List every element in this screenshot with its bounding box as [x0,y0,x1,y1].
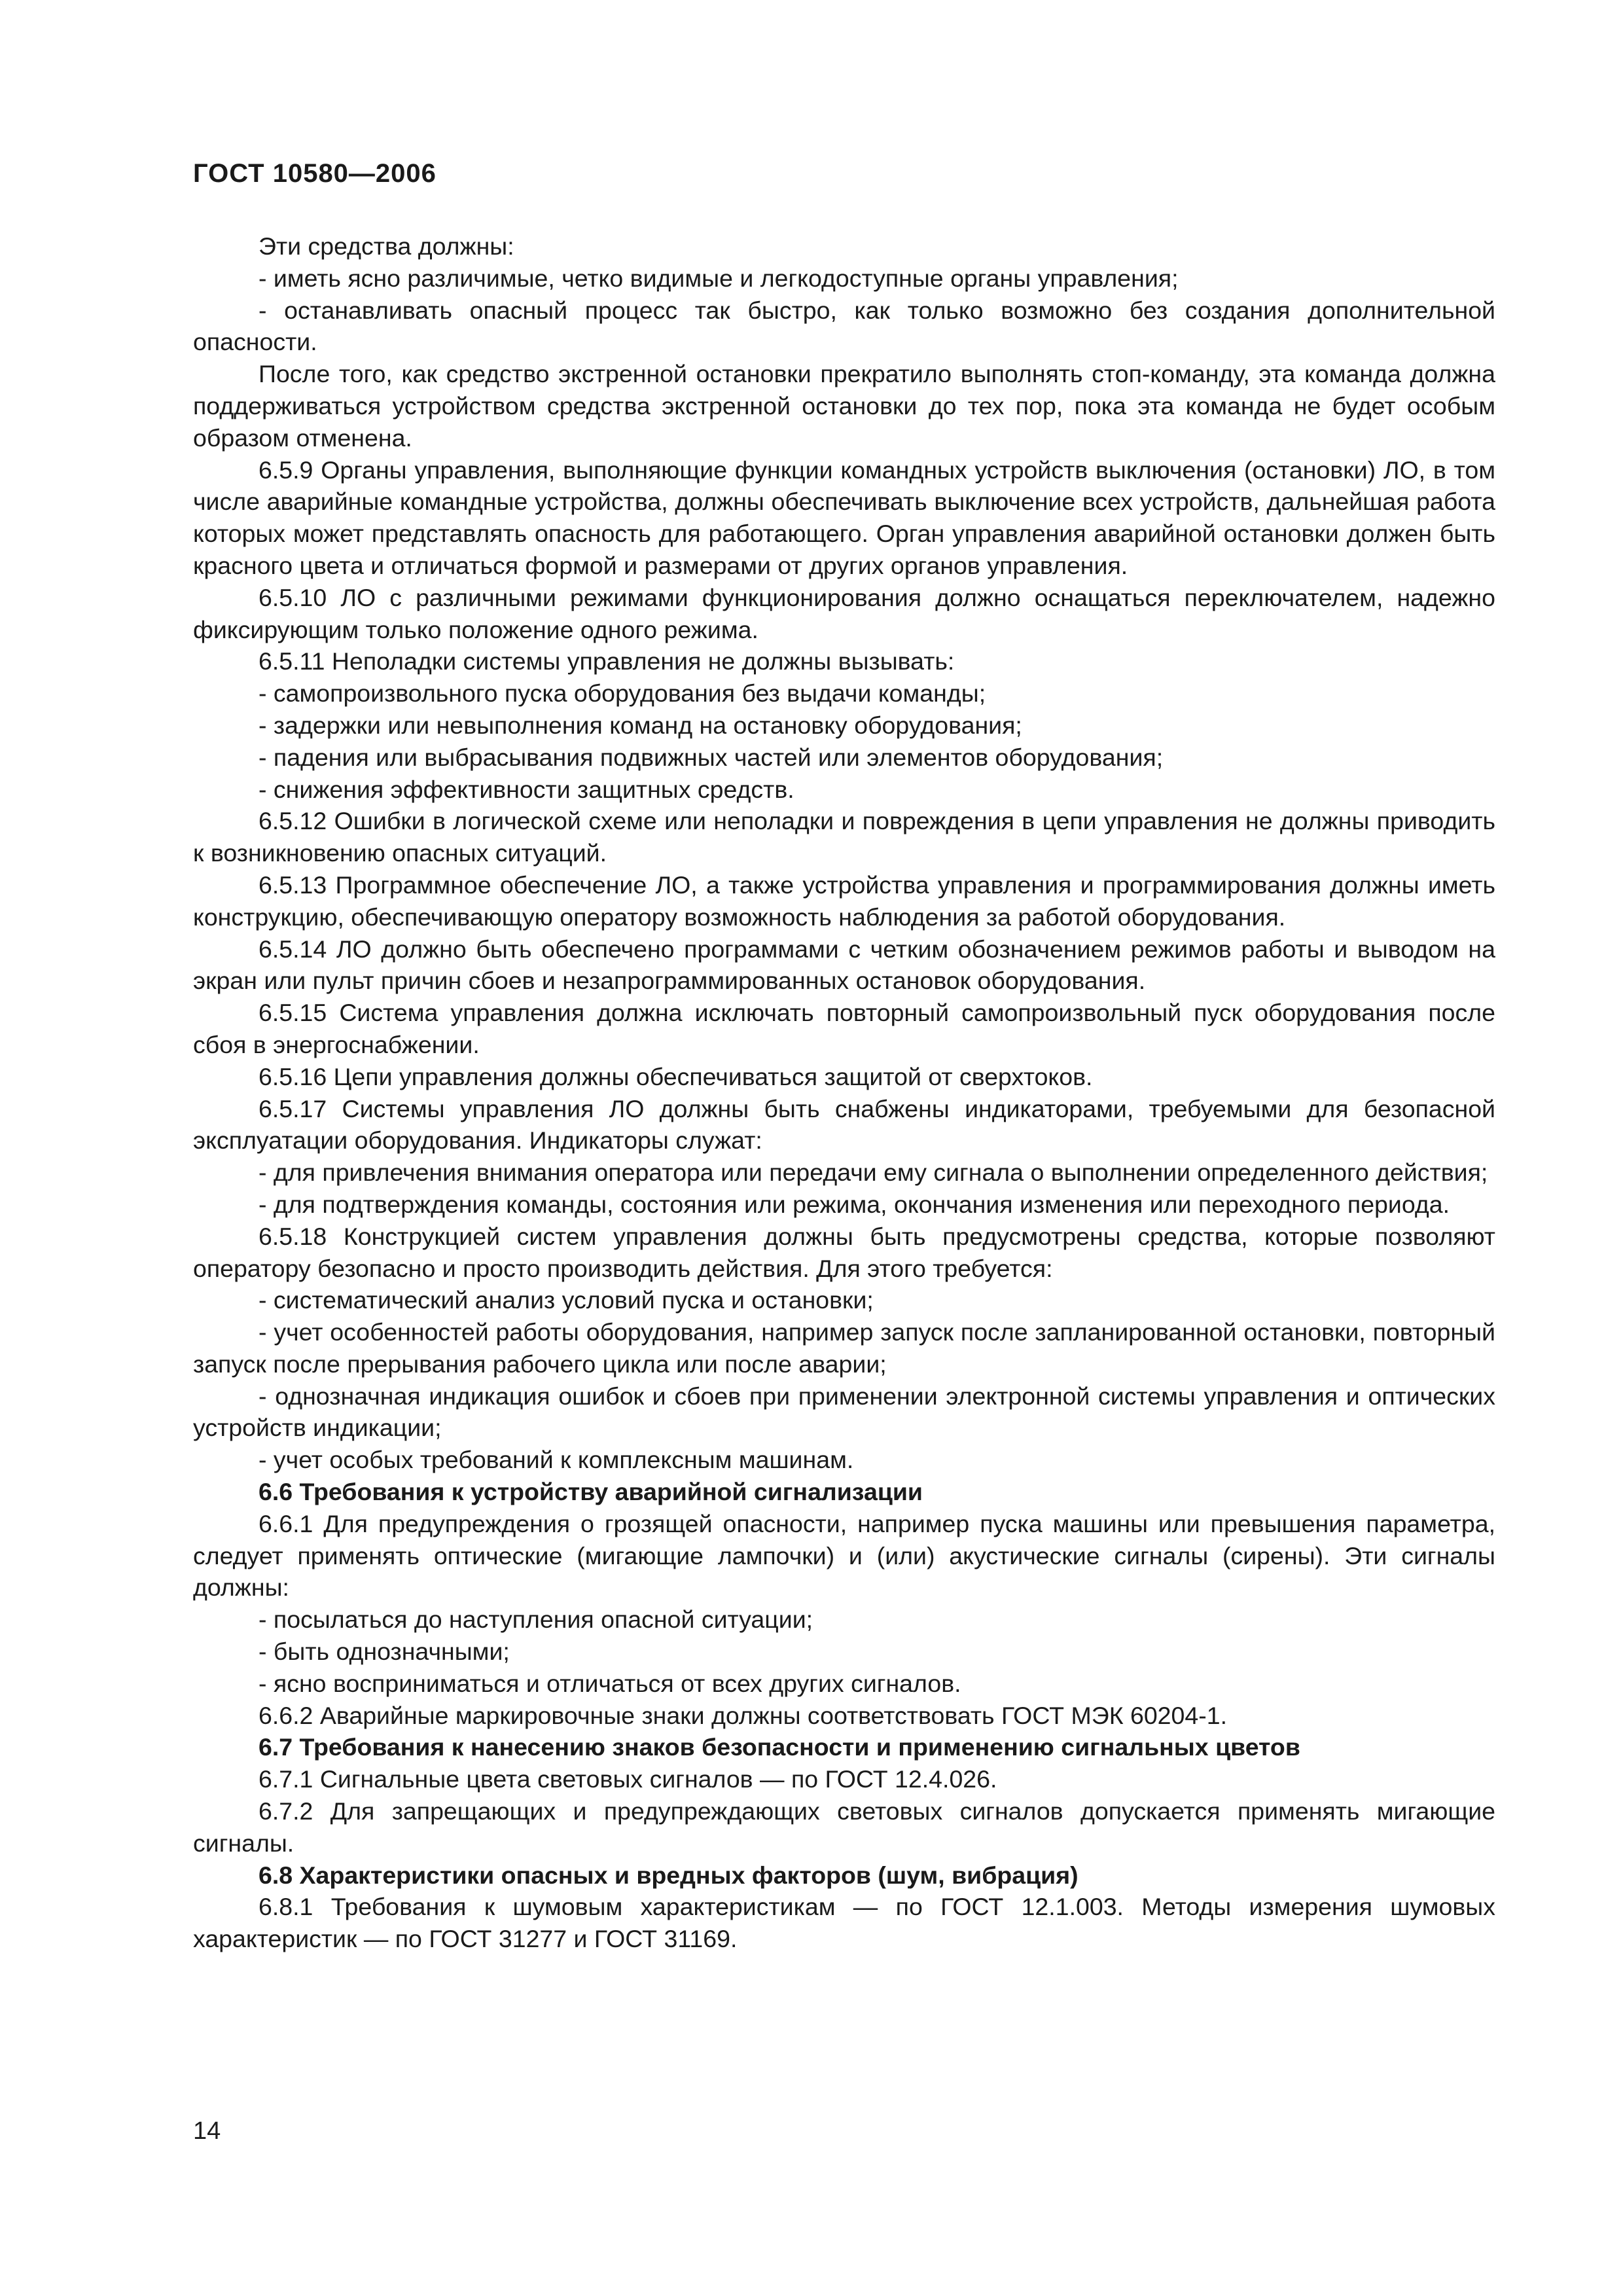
paragraph: - однозначная индикация ошибок и сбоев при применении электронной системы управления и оптических устройств индикации; [193,1382,1495,1442]
paragraph: 6.6.2 Аварийные маркировочные знаки должны соответствовать ГОСТ МЭК 60204-1. [259,1701,1228,1729]
paragraph: - быть однозначными; [259,1638,510,1666]
paragraph: 6.6.1 Для предупреждения о грозящей опасности, например пуска машины или превышения параметра, следует применять оптические (мигающие лампочки) и (или) акустические сигналы (сирены). Эти сигналы должны: [193,1509,1495,1602]
document-header: ГОСТ 10580—2006 [193,159,437,188]
paragraph: - для привлечения внимания оператора или передачи ему сигнала о выполнении определенного действия; [259,1158,1488,1187]
paragraph: - систематический анализ условий пуска и остановки; [259,1286,874,1314]
paragraph: - снижения эффективности защитных средств. [259,775,794,803]
paragraph: 6.7.2 Для запрещающих и предупреждающих световых сигналов допускается применять мигающие сигналы. [193,1797,1495,1857]
section-heading: 6.6 Требования к устройству аварийной сигнализации [259,1478,923,1506]
paragraph: 6.5.16 Цепи управления должны обеспечиваться защитой от сверхтоков. [259,1062,1093,1090]
paragraph: - самопроизвольного пуска оборудования без выдачи команды; [259,679,986,708]
paragraph: - ясно восприниматься и отличаться от всех других сигналов. [259,1669,961,1697]
paragraph: 6.5.12 Ошибки в логической схеме или неполадки и повреждения в цепи управления не должны приводить к возникновению опасных ситуаций. [193,807,1495,867]
paragraph: После того, как средство экстренной остановки прекратило выполнять стоп-команду, эта команда должна поддерживаться устройством средства экстренной остановки до тех пор, пока эта команда не будет особым образом отменена. [193,360,1495,452]
paragraph: 6.5.13 Программное обеспечение ЛО, а также устройства управления и программирования должны иметь конструкцию, обеспечивающую оператору возможность наблюдения за работой оборудования. [193,870,1495,931]
paragraph: - останавливать опасный процесс так быстро, как только возможно без создания дополнительной опасности. [193,296,1495,356]
paragraph: 6.5.18 Конструкцией систем управления должны быть предусмотрены средства, которые позволяют оператору безопасно и просто производить действия. Для этого требуется: [193,1222,1495,1282]
paragraph: 6.5.10 ЛО с различными режимами функционирования должно оснащаться переключателем, надежно фиксирующим только положение одного режима. [193,583,1495,643]
paragraph: - иметь ясно различимые, четко видимые и легкодоступные органы управления; [259,264,1179,292]
paragraph: - для подтверждения команды, состояния или режима, окончания изменения или переходного периода. [259,1190,1450,1218]
paragraph: Эти средства должны: [259,232,514,260]
paragraph: - учет особенностей работы оборудования, например запуск после запланированной остановки, повторный запуск после прерывания рабочего цикла или после аварии; [193,1318,1495,1378]
paragraph: 6.5.17 Системы управления ЛО должны быть снабжены индикаторами, требуемыми для безопасной эксплуатации оборудования. Индикаторы служат: [193,1094,1495,1155]
paragraph: 6.8.1 Требования к шумовым характеристикам — по ГОСТ 12.1.003. Методы измерения шумовых характеристик — по ГОСТ 31277 и ГОСТ 31169. [193,1893,1495,1953]
paragraph: - падения или выбрасывания подвижных частей или элементов оборудования; [259,743,1164,771]
paragraph: - задержки или невыполнения команд на остановку оборудования; [259,711,1022,739]
paragraph: 6.5.9 Органы управления, выполняющие функции командных устройств выключения (остановки) ЛО, в том числе аварийные командные устройства, должны обеспечивать выключение всех устройств, дальнейшая работа которых может представлять опасность для работающего. Орган управления аварийной остановки должен быть красного цвета и отличаться формой и размерами от других органов управления. [193,456,1495,579]
paragraph: 6.7.1 Сигнальные цвета световых сигналов — по ГОСТ 12.4.026. [259,1765,997,1793]
section-heading: 6.7 Требования к нанесению знаков безопасности и применению сигнальных цветов [259,1733,1300,1761]
document-body [193,230,1495,1955]
page-number: 14 [193,2117,221,2145]
paragraph: - посылаться до наступления опасной ситуации; [259,1605,813,1634]
paragraph: 6.5.15 Система управления должна исключать повторный самопроизвольный пуск оборудования после сбоя в энергоснабжении. [193,999,1495,1058]
paragraph: - учет особых требований к комплексным машинам. [259,1446,854,1474]
paragraph: 6.5.11 Неполадки системы управления не должны вызывать: [259,647,955,675]
paragraph: 6.5.14 ЛО должно быть обеспечено программами с четким обозначением режимов работы и выводом на экран или пульт причин сбоев и незапрограммированных остановок оборудования. [193,935,1495,995]
section-heading: 6.8 Характеристики опасных и вредных факторов (шум, вибрация) [259,1861,1079,1889]
